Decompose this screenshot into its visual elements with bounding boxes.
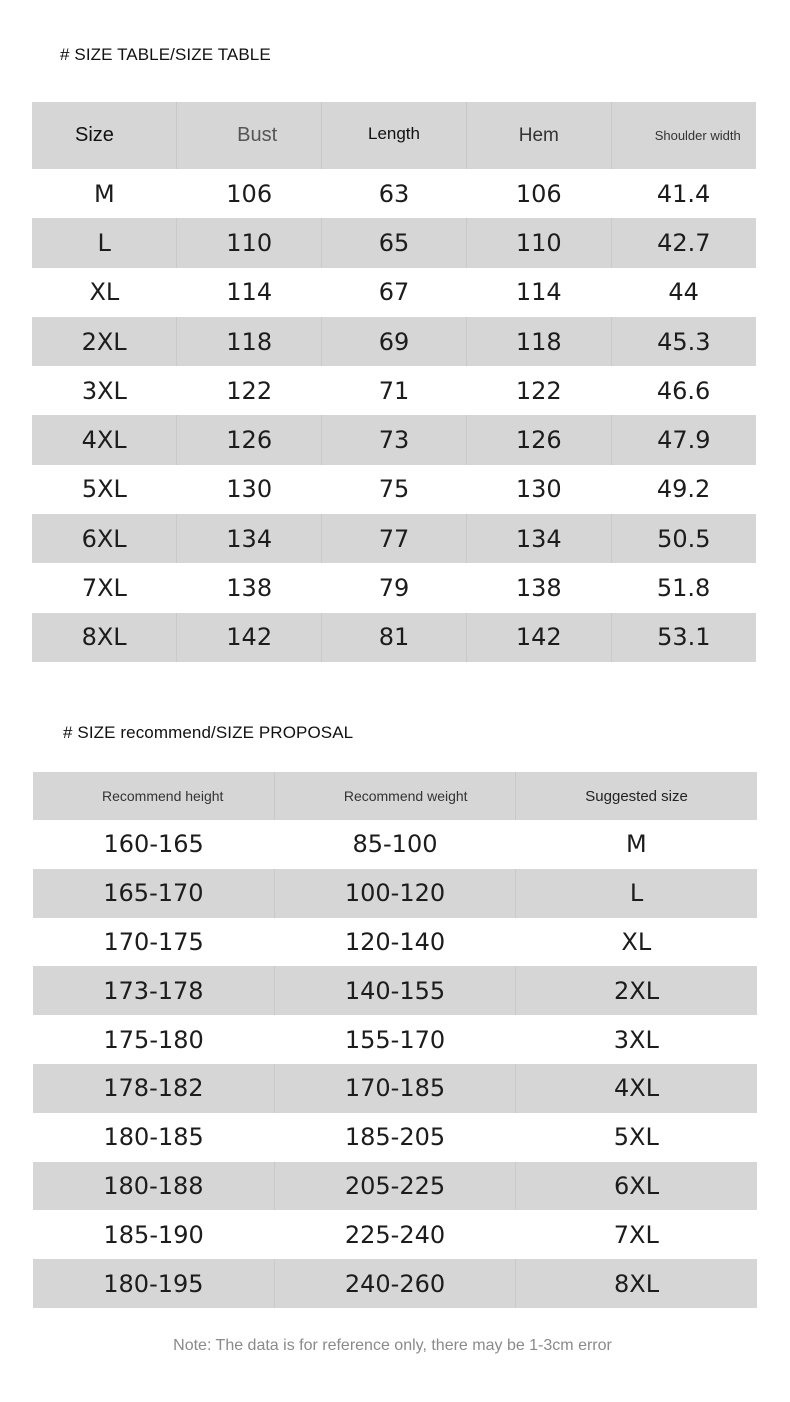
- suggested-size-cell: 7XL: [613, 1220, 659, 1249]
- suggested-size-cell: 4XL: [614, 1074, 660, 1103]
- weight-cell: 120-140: [344, 927, 446, 956]
- header-bust: Bust: [177, 102, 322, 169]
- table-row: [33, 1064, 757, 1113]
- height-cell: 180-195: [33, 1259, 274, 1308]
- weight-cell: 185-205: [344, 1123, 446, 1152]
- length-cell: 71: [378, 376, 410, 405]
- length-cell: 69: [322, 317, 467, 366]
- bust-cell: 138: [226, 574, 273, 603]
- bust-cell: 126: [177, 415, 322, 464]
- bust-cell: 130: [226, 475, 273, 504]
- shoulder-width-cell: 53.1: [657, 623, 711, 652]
- weight-cell: 205-225: [274, 1162, 515, 1211]
- size-cell: L: [32, 218, 177, 267]
- size-cell: 6XL: [32, 514, 177, 563]
- length-cell: 67: [378, 278, 410, 307]
- table-row: [33, 1210, 757, 1259]
- table-row: [33, 966, 757, 1015]
- bust-cell: 134: [177, 514, 322, 563]
- suggested-size-cell: L: [629, 879, 644, 908]
- weight-cell: 85-100: [352, 830, 438, 859]
- height-cell: 180-185: [103, 1123, 204, 1152]
- bust-cell: 142: [177, 613, 322, 662]
- table-row: [33, 918, 757, 967]
- bust-cell: 114: [226, 278, 273, 307]
- length-cell: 65: [322, 218, 467, 267]
- length-cell: 75: [378, 475, 410, 504]
- suggested-size-cell: XL: [621, 927, 652, 956]
- header-shoulder-width: Shoulder width: [654, 128, 741, 143]
- table-row: [33, 1162, 757, 1211]
- shoulder-width-cell: 44: [668, 278, 699, 307]
- table-row: [33, 1113, 757, 1162]
- header-size: Size: [32, 102, 177, 169]
- weight-cell: 155-170: [344, 1025, 446, 1054]
- height-cell: 170-175: [103, 927, 204, 956]
- table-row: [32, 563, 756, 612]
- suggested-size-cell: 3XL: [613, 1025, 659, 1054]
- size-cell: 3XL: [81, 376, 127, 405]
- table-row: [33, 869, 757, 918]
- height-cell: 178-182: [33, 1064, 274, 1113]
- bust-cell: 106: [226, 179, 273, 208]
- length-cell: 77: [322, 514, 467, 563]
- size-table-header-row: [32, 102, 756, 169]
- recommend-table-header-row: [33, 772, 757, 820]
- weight-cell: 240-260: [274, 1259, 515, 1308]
- hem-cell: 142: [466, 613, 611, 662]
- hem-cell: 126: [466, 415, 611, 464]
- bust-cell: 110: [177, 218, 322, 267]
- table-row: [32, 465, 756, 514]
- table-row: [32, 218, 756, 267]
- bust-cell: 118: [177, 317, 322, 366]
- table-row: [32, 317, 756, 366]
- hem-cell: 138: [515, 574, 562, 603]
- hem-cell: 130: [515, 475, 562, 504]
- reference-note: Note: The data is for reference only, there may be 1-3cm error: [173, 1337, 612, 1354]
- weight-cell: 170-185: [274, 1064, 515, 1113]
- size-cell: M: [94, 179, 115, 208]
- shoulder-width-cell: 41.4: [656, 179, 711, 208]
- size-cell: 4XL: [32, 415, 177, 464]
- weight-cell: 100-120: [274, 869, 515, 918]
- shoulder-width-cell: 51.8: [656, 574, 711, 603]
- shoulder-width-cell: 46.6: [656, 376, 711, 405]
- shoulder-width-cell: 49.2: [656, 475, 711, 504]
- table-row: [32, 514, 756, 563]
- weight-cell: 140-155: [274, 966, 515, 1015]
- recommend-table-title: # SIZE recommend/SIZE PROPOSAL: [63, 723, 354, 742]
- header-length: Length: [322, 102, 467, 169]
- size-cell: 2XL: [32, 317, 177, 366]
- height-cell: 160-165: [103, 830, 204, 859]
- suggested-size-cell: 6XL: [614, 1171, 660, 1200]
- length-cell: 63: [378, 179, 410, 208]
- size-cell: XL: [89, 278, 120, 307]
- hem-cell: 134: [466, 514, 611, 563]
- weight-cell: 225-240: [344, 1220, 446, 1249]
- table-row: [32, 366, 756, 415]
- size-cell: 7XL: [81, 574, 127, 603]
- length-cell: 81: [322, 613, 467, 662]
- hem-cell: 106: [515, 179, 562, 208]
- shoulder-width-cell: 50.5: [657, 524, 711, 553]
- length-cell: 73: [322, 415, 467, 464]
- recommend-table: [33, 772, 757, 1308]
- shoulder-width-cell: 42.7: [657, 228, 711, 257]
- table-row: [32, 613, 756, 662]
- header-recommend-weight: Recommend weight: [274, 772, 515, 820]
- suggested-size-cell: M: [625, 830, 647, 859]
- table-row: [33, 1259, 757, 1308]
- table-row: [33, 1015, 757, 1064]
- header-recommend-height: Recommend height: [33, 772, 274, 820]
- suggested-size-cell: 8XL: [614, 1269, 660, 1298]
- bust-cell: 122: [226, 376, 273, 405]
- length-cell: 79: [378, 574, 410, 603]
- height-cell: 185-190: [103, 1220, 204, 1249]
- height-cell: 175-180: [103, 1025, 204, 1054]
- suggested-size-cell: 2XL: [614, 976, 660, 1005]
- height-cell: 173-178: [33, 966, 274, 1015]
- hem-cell: 122: [515, 376, 562, 405]
- table-row: [32, 268, 756, 317]
- shoulder-width-cell: 47.9: [657, 426, 711, 455]
- height-cell: 180-188: [33, 1162, 274, 1211]
- shoulder-width-cell: 45.3: [657, 327, 711, 356]
- suggested-size-cell: 5XL: [613, 1123, 659, 1152]
- hem-cell: 118: [466, 317, 611, 366]
- size-table-title: # SIZE TABLE/SIZE TABLE: [60, 45, 271, 64]
- header-hem: Hem: [466, 102, 611, 169]
- size-cell: 8XL: [32, 613, 177, 662]
- size-table: [32, 102, 756, 662]
- header-suggested-size: Suggested size: [585, 787, 688, 805]
- table-row: [32, 169, 756, 218]
- hem-cell: 114: [515, 278, 562, 307]
- hem-cell: 110: [466, 218, 611, 267]
- size-cell: 5XL: [81, 475, 127, 504]
- height-cell: 165-170: [33, 869, 274, 918]
- table-row: [33, 820, 757, 869]
- table-row: [32, 415, 756, 464]
